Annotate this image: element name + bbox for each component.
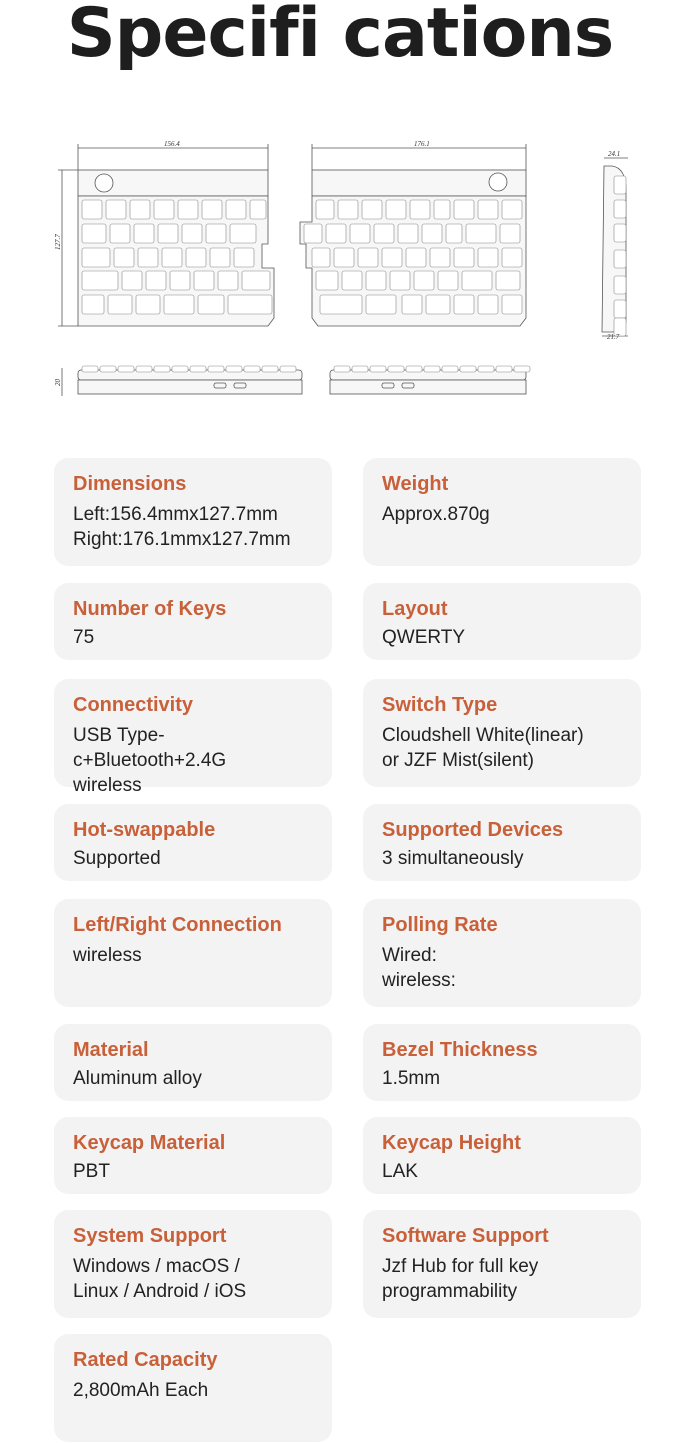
spec-value: USB Type-c+Bluetooth+2.4G wireless: [73, 725, 227, 796]
spec-card: [54, 1334, 332, 1442]
keycap: [614, 250, 626, 268]
keycap: [164, 295, 194, 314]
spec-card: [363, 804, 641, 881]
spec-label: Switch Type: [382, 694, 498, 716]
keycap: [514, 366, 530, 372]
keycap: [362, 200, 382, 219]
spec-value: 2,800mAh Each: [73, 1380, 209, 1401]
spec-card: [363, 1024, 641, 1101]
spec-card: [54, 1210, 332, 1318]
keycap: [320, 295, 362, 314]
spec-value: Wired: wireless:: [382, 945, 456, 991]
keycap: [186, 248, 206, 267]
keycap: [496, 366, 512, 372]
keycap: [198, 295, 224, 314]
spec-label: Dimensions: [73, 473, 187, 495]
keycap: [406, 248, 426, 267]
keycap: [250, 200, 266, 219]
keycap: [158, 224, 178, 243]
keycap: [350, 224, 370, 243]
spec-value: Jzf Hub for full key programmability: [382, 1256, 539, 1302]
keyboard-technical-drawing: [0, 130, 680, 410]
spec-value: Cloudshell White(linear) or JZF Mist(silent): [382, 725, 584, 771]
spec-value: 3 simultaneously: [382, 848, 524, 869]
keycap: [118, 366, 134, 372]
spec-label: System Support: [73, 1225, 227, 1247]
spec-value: wireless: [73, 945, 142, 966]
keycap: [122, 271, 142, 290]
spec-label: Hot-swappable: [73, 819, 216, 841]
keycap: [410, 200, 430, 219]
keycap: [182, 224, 202, 243]
spec-card: [363, 899, 641, 1007]
keycap: [478, 200, 498, 219]
keycap: [208, 366, 224, 372]
keycap: [210, 248, 230, 267]
keycap: [478, 295, 498, 314]
page-title: Specifi cations: [66, 0, 614, 73]
keycap: [316, 271, 338, 290]
spec-label: Rated Capacity: [73, 1349, 218, 1371]
keycap: [382, 248, 402, 267]
spec-value: 75: [73, 627, 95, 648]
keycap: [438, 271, 458, 290]
keycap: [390, 271, 410, 290]
spec-label: Left/Right Connection: [73, 914, 282, 936]
spec-card: [363, 583, 641, 660]
keycap: [130, 200, 150, 219]
keycap: [454, 295, 474, 314]
keycap: [496, 271, 520, 290]
keycap: [614, 300, 626, 318]
keycap: [426, 295, 450, 314]
spec-label: Keycap Material: [73, 1132, 226, 1154]
keycap: [352, 366, 368, 372]
spec-label: Software Support: [382, 1225, 549, 1247]
keycap: [136, 295, 160, 314]
spec-card: [363, 458, 641, 566]
keycap: [106, 200, 126, 219]
spec-value: PBT: [73, 1161, 110, 1182]
dim-side-top: 24.1: [608, 150, 621, 158]
keycap: [358, 248, 378, 267]
spec-value: Left:156.4mmx127.7mm Right:176.1mmx127.7mm: [73, 504, 291, 550]
keycap: [442, 366, 458, 372]
keycap: [146, 271, 166, 290]
dim-left-width: 156.4: [164, 140, 180, 148]
spec-value: 1.5mm: [382, 1068, 441, 1089]
keycap: [434, 200, 450, 219]
keycap: [502, 295, 522, 314]
keycap: [366, 295, 396, 314]
keycap: [446, 224, 462, 243]
spec-label: Weight: [382, 473, 449, 495]
spec-label: Bezel Thickness: [382, 1039, 538, 1061]
keycap: [134, 224, 154, 243]
keycap: [386, 200, 406, 219]
spec-label: Polling Rate: [382, 914, 498, 936]
spec-card: [363, 1117, 641, 1194]
keycap: [334, 366, 350, 372]
spec-card: [54, 804, 332, 881]
keycap: [280, 366, 296, 372]
keycap: [304, 224, 322, 243]
keycap: [462, 271, 492, 290]
keycap: [218, 271, 238, 290]
keycap: [82, 366, 98, 372]
keycap: [194, 271, 214, 290]
keycap: [370, 366, 386, 372]
keycap: [100, 366, 116, 372]
spec-card: [54, 458, 332, 566]
keycap: [334, 248, 354, 267]
keycap: [162, 248, 182, 267]
spec-card: [54, 1024, 332, 1101]
spec-label: Material: [73, 1039, 149, 1061]
keycap: [326, 224, 346, 243]
keycap: [406, 366, 422, 372]
keycap: [414, 271, 434, 290]
keycap: [114, 248, 134, 267]
dim-height: 127.7: [54, 234, 62, 250]
keycap: [82, 200, 102, 219]
keycap: [206, 224, 226, 243]
keycap: [316, 200, 334, 219]
keycap: [82, 295, 104, 314]
keycap: [226, 366, 242, 372]
spec-card: [363, 679, 641, 787]
keycap: [244, 366, 260, 372]
keycap: [398, 224, 418, 243]
keycap: [234, 248, 254, 267]
keycap: [466, 224, 496, 243]
spec-label: Number of Keys: [73, 598, 227, 620]
keycap: [110, 224, 130, 243]
keycap: [138, 248, 158, 267]
keycap: [424, 366, 440, 372]
spec-card: [363, 1210, 641, 1318]
spec-label: Connectivity: [73, 694, 194, 716]
keycap: [230, 224, 256, 243]
keycap: [170, 271, 190, 290]
spec-card: [54, 899, 332, 1007]
spec-value: Approx.870g: [382, 504, 490, 525]
keycap: [312, 248, 330, 267]
keycap: [478, 248, 498, 267]
keycap: [614, 276, 626, 294]
keycap: [154, 366, 170, 372]
spec-label: Keycap Height: [382, 1132, 521, 1154]
keycap: [614, 224, 626, 242]
keycap: [82, 271, 118, 290]
dim-side-bottom: 21.7: [607, 333, 620, 341]
keycap: [478, 366, 494, 372]
keycap: [460, 366, 476, 372]
keycap: [242, 271, 270, 290]
keycap: [228, 295, 272, 314]
right-front-view: [330, 370, 526, 394]
keycap: [374, 224, 394, 243]
spec-label: Layout: [382, 598, 448, 620]
keycap: [154, 200, 174, 219]
keycap: [388, 366, 404, 372]
keycap: [614, 176, 626, 194]
keycap: [500, 224, 520, 243]
keycap: [366, 271, 386, 290]
keycap: [262, 366, 278, 372]
keycap: [502, 200, 522, 219]
keycap: [614, 200, 626, 218]
keycap: [190, 366, 206, 372]
keycap: [136, 366, 152, 372]
keycap: [454, 200, 474, 219]
dim-right-width: 176.1: [414, 140, 430, 148]
spec-value: LAK: [382, 1161, 418, 1182]
spec-card: [54, 583, 332, 660]
spec-card: [54, 1117, 332, 1194]
keycap: [108, 295, 132, 314]
spec-value: QWERTY: [382, 627, 466, 648]
keycap: [454, 248, 474, 267]
keycap: [402, 295, 422, 314]
keycap: [502, 248, 522, 267]
spec-value: Supported: [73, 848, 161, 869]
keycap: [226, 200, 246, 219]
keycap: [338, 200, 358, 219]
spec-card: [54, 679, 332, 796]
keycap: [202, 200, 222, 219]
keycap: [178, 200, 198, 219]
keycap: [422, 224, 442, 243]
keycap: [342, 271, 362, 290]
spec-value: Aluminum alloy: [73, 1068, 202, 1089]
spec-label: Supported Devices: [382, 819, 564, 841]
spec-value: Windows / macOS / Linux / Android / iOS: [73, 1256, 247, 1302]
keycap: [430, 248, 450, 267]
dim-front-height: 20: [54, 379, 62, 386]
keycap: [82, 248, 110, 267]
keycap: [82, 224, 106, 243]
keycap: [172, 366, 188, 372]
